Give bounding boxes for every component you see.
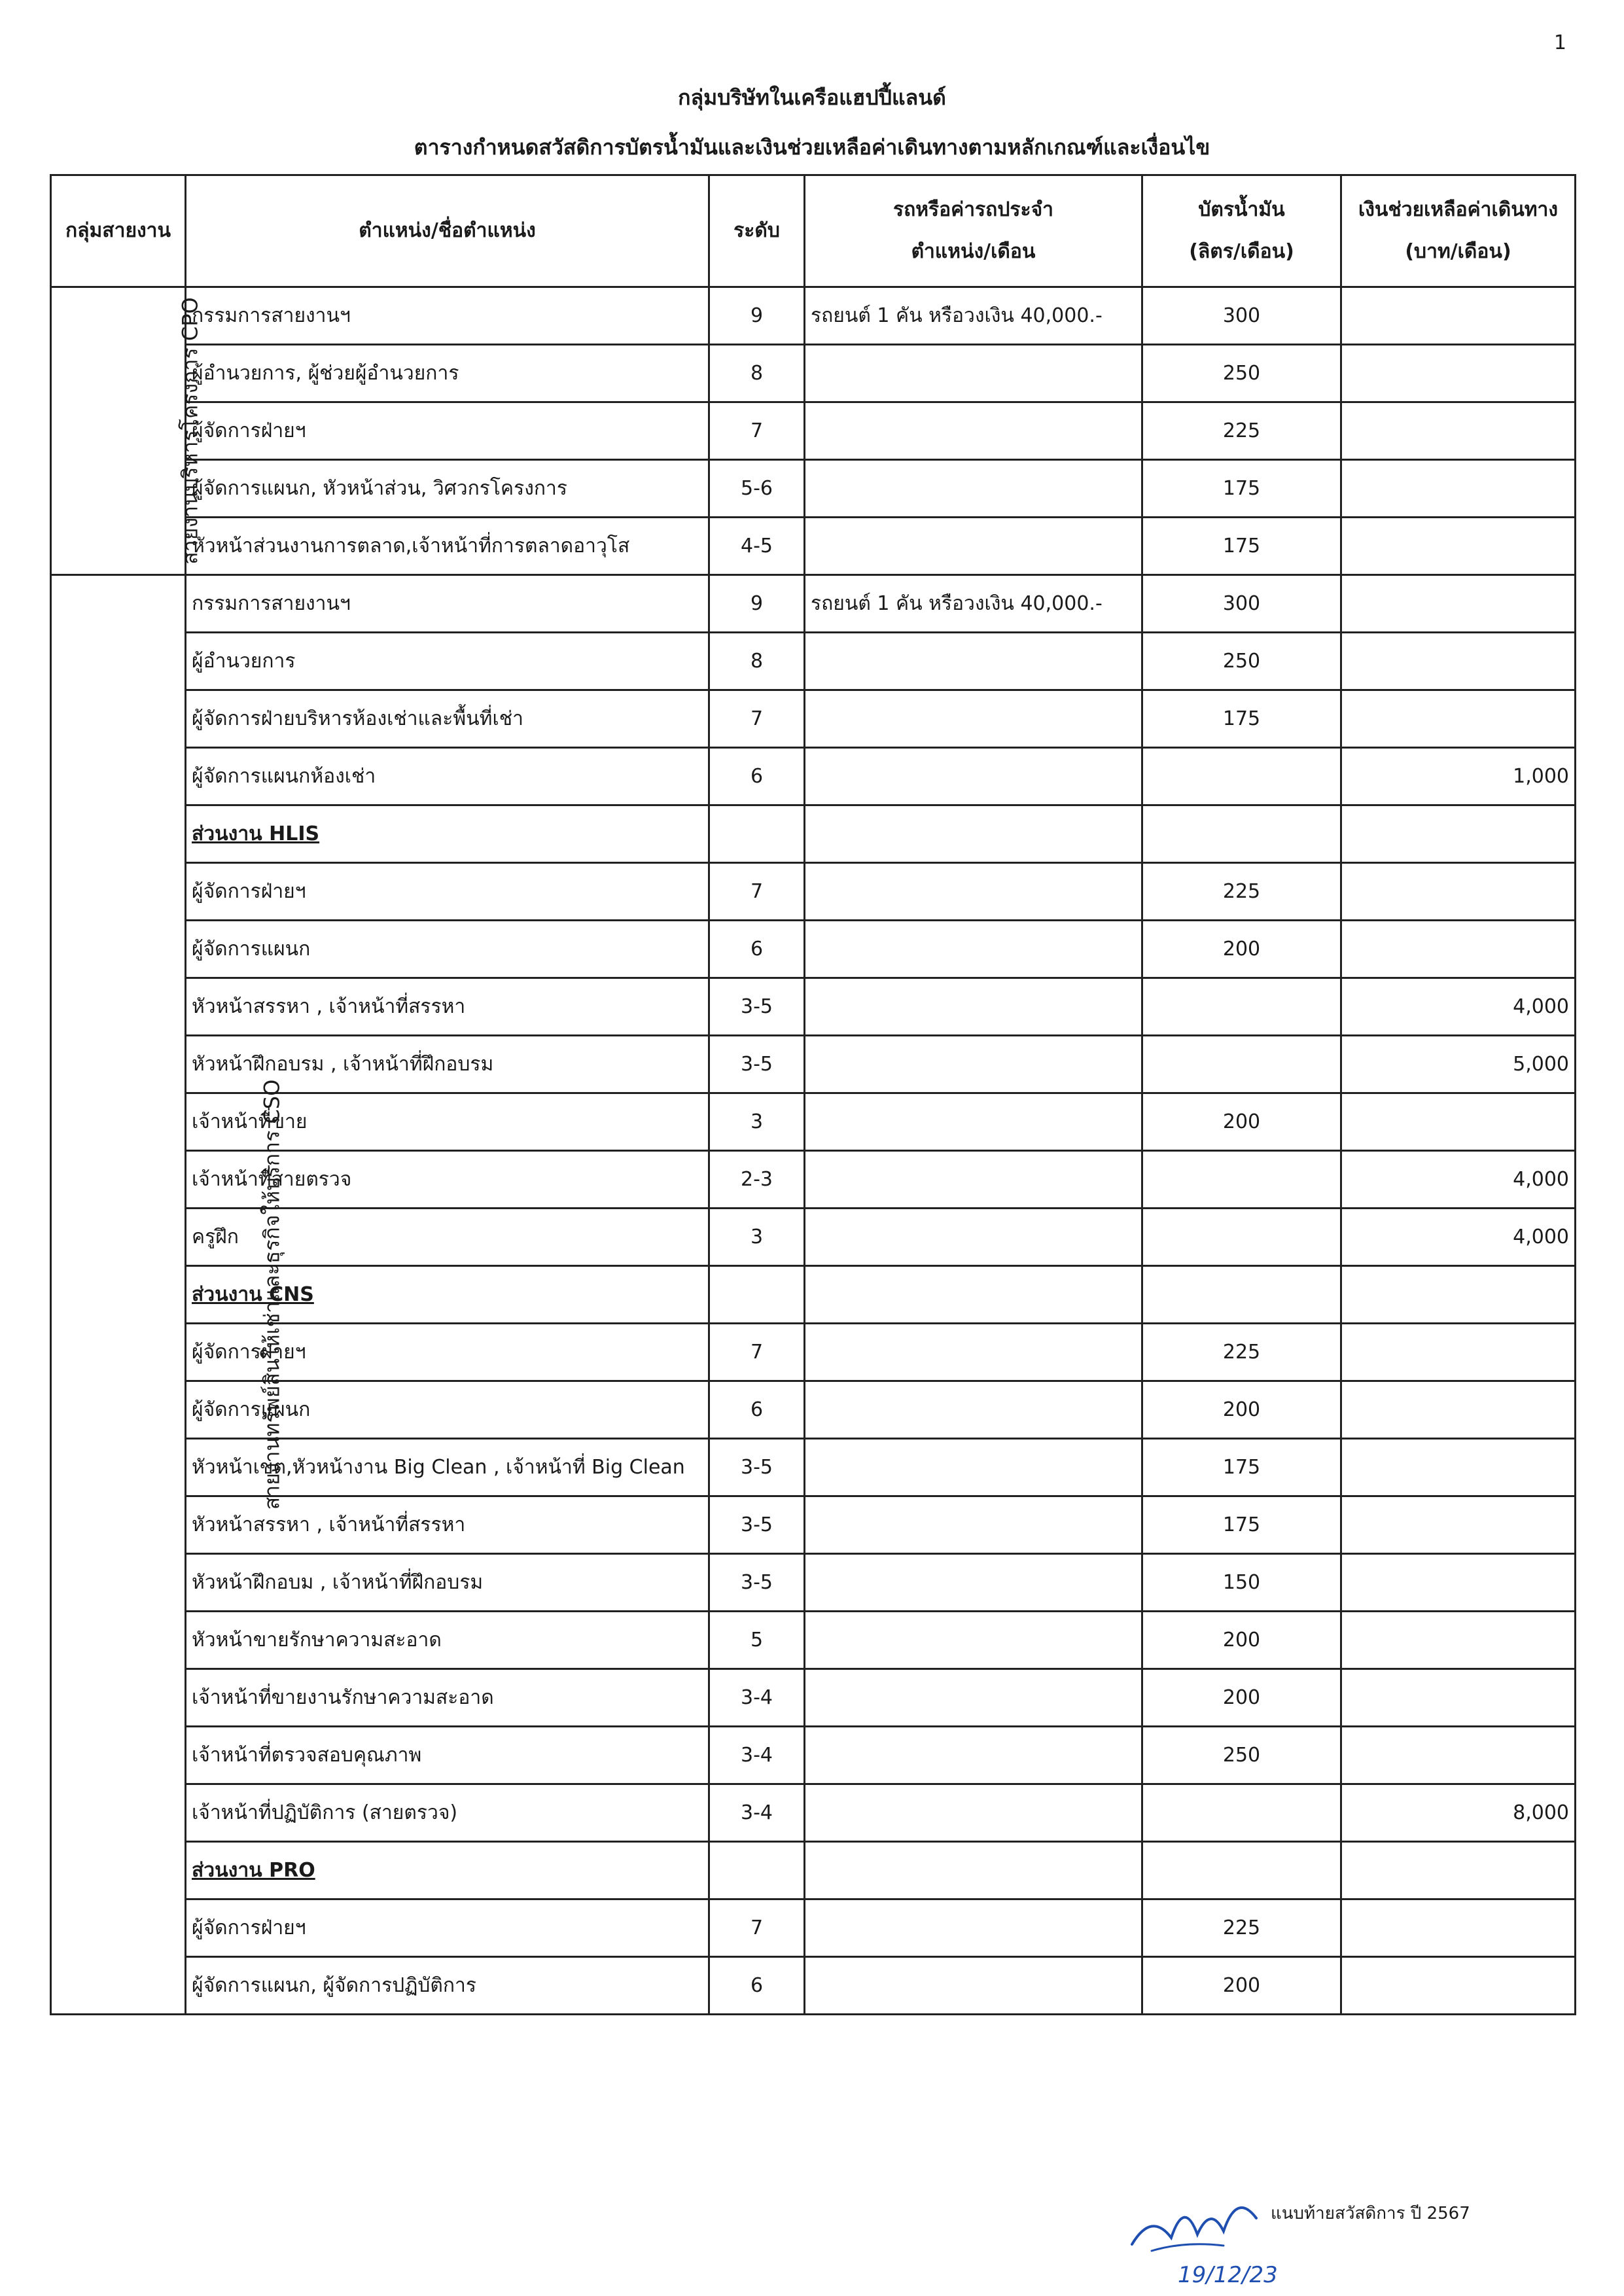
level-cell: 5: [709, 1612, 805, 1669]
table-row: [51, 1784, 1576, 1842]
header-car-line1: รถหรือค่ารถประจำ: [892, 198, 1054, 221]
position-cell: เจ้าหน้าที่ขาย: [186, 1093, 709, 1151]
table-row: [51, 1554, 1576, 1612]
level-cell: 9: [709, 575, 805, 633]
fuel-cell: 250: [1142, 345, 1341, 402]
table-row: [51, 1727, 1576, 1784]
position-cell: ผู้จัดการแผนก: [186, 921, 709, 978]
position-cell: ผู้จัดการแผนกห้องเช่า: [186, 748, 709, 805]
header-fuel-line2: (ลิตร/เดือน): [1189, 240, 1294, 263]
table-row: [51, 748, 1576, 805]
allowance-cell: [1341, 921, 1576, 978]
level-cell: 4-5: [709, 518, 805, 575]
table-row: [51, 1612, 1576, 1669]
fuel-cell: 175: [1142, 518, 1341, 575]
allowance-cell: [1341, 1899, 1576, 1957]
car-cell: [805, 633, 1142, 690]
allowance-cell: [1341, 1669, 1576, 1727]
fuel-cell: [1142, 1784, 1341, 1842]
empty-cell: [1142, 1842, 1341, 1899]
header-allowance-line1: เงินช่วยเหลือค่าเดินทาง: [1358, 198, 1559, 221]
footer-note: แนบท้ายสวัสดิการ ปี 2567: [1271, 2204, 1470, 2223]
empty-cell: [1341, 805, 1576, 863]
car-cell: [805, 1784, 1142, 1842]
car-cell: [805, 1381, 1142, 1439]
allowance-cell: [1341, 690, 1576, 748]
company-title: กลุ่มบริษัทในเครือแฮปปี้แลนด์: [678, 85, 946, 110]
allowance-cell: [1341, 1957, 1576, 2015]
level-cell: 7: [709, 863, 805, 921]
section-subheader: ส่วนงาน CNS: [192, 1283, 314, 1306]
header-car: [805, 175, 1142, 287]
allowance-cell: [1341, 1439, 1576, 1496]
fuel-cell: 175: [1142, 1439, 1341, 1496]
section-subheader: ส่วนงาน PRO: [192, 1859, 315, 1882]
table-row: [51, 690, 1576, 748]
allowance-cell: [1341, 345, 1576, 402]
level-cell: 6: [709, 921, 805, 978]
fuel-cell: 300: [1142, 575, 1341, 633]
group-name: สายงานทรัพย์สินให้เช่าและธุรกิจให้บริการ CSO: [259, 1079, 285, 1510]
level-cell: 3: [709, 1209, 805, 1266]
allowance-cell: [1341, 402, 1576, 460]
position-cell: ผู้จัดการแผนก, หัวหน้าส่วน, วิศวกรโครงการ: [186, 460, 709, 518]
empty-cell: [805, 1266, 1142, 1324]
level-cell: 3-4: [709, 1727, 805, 1784]
fuel-cell: 250: [1142, 633, 1341, 690]
allowance-cell: [1341, 1381, 1576, 1439]
level-cell: 8: [709, 345, 805, 402]
fuel-cell: 200: [1142, 921, 1341, 978]
level-cell: 3-5: [709, 978, 805, 1036]
allowance-cell: [1341, 633, 1576, 690]
table-row: [51, 287, 1576, 345]
car-cell: [805, 921, 1142, 978]
car-cell: [805, 1612, 1142, 1669]
car-cell: รถยนต์ 1 คัน หรือวงเงิน 40,000.-: [805, 575, 1142, 633]
subheader-cell: [186, 1842, 709, 1899]
table-row: [51, 978, 1576, 1036]
car-cell: รถยนต์ 1 คัน หรือวงเงิน 40,000.-: [805, 287, 1142, 345]
fuel-cell: 200: [1142, 1093, 1341, 1151]
table-row: [51, 402, 1576, 460]
allowance-cell: [1341, 1324, 1576, 1381]
allowance-cell: 1,000: [1341, 748, 1576, 805]
fuel-cell: 150: [1142, 1554, 1341, 1612]
empty-cell: [709, 805, 805, 863]
car-cell: [805, 1669, 1142, 1727]
fuel-cell: [1142, 1209, 1341, 1266]
position-cell: ผู้จัดการฝ่ายบริหารห้องเช่าและพื้นที่เช่า: [186, 690, 709, 748]
empty-cell: [805, 1842, 1142, 1899]
empty-cell: [709, 1842, 805, 1899]
allowance-cell: [1341, 1093, 1576, 1151]
level-cell: 3: [709, 1093, 805, 1151]
fuel-cell: [1142, 1036, 1341, 1093]
header-fuel-line1: บัตรน้ำมัน: [1198, 198, 1285, 221]
allowance-cell: [1341, 1496, 1576, 1554]
car-cell: [805, 1899, 1142, 1957]
car-cell: [805, 1093, 1142, 1151]
car-cell: [805, 1209, 1142, 1266]
signature-date: 19/12/23: [1178, 2262, 1278, 2288]
car-cell: [805, 1727, 1142, 1784]
level-cell: 7: [709, 1899, 805, 1957]
car-cell: [805, 978, 1142, 1036]
level-cell: 2-3: [709, 1151, 805, 1209]
level-cell: 3-4: [709, 1784, 805, 1842]
allowance-cell: 4,000: [1341, 978, 1576, 1036]
empty-cell: [1341, 1266, 1576, 1324]
position-cell: ผู้จัดการฝ่ายฯ: [186, 1324, 709, 1381]
level-cell: 7: [709, 1324, 805, 1381]
car-cell: [805, 345, 1142, 402]
position-cell: หัวหน้าขายรักษาความสะอาด: [186, 1612, 709, 1669]
fuel-cell: 200: [1142, 1381, 1341, 1439]
fuel-cell: 300: [1142, 287, 1341, 345]
fuel-cell: 175: [1142, 460, 1341, 518]
fuel-cell: 175: [1142, 1496, 1341, 1554]
level-cell: 5-6: [709, 460, 805, 518]
allowance-cell: [1341, 863, 1576, 921]
table-row: [51, 1899, 1576, 1957]
car-cell: [805, 518, 1142, 575]
table-row: [51, 575, 1576, 633]
car-cell: [805, 863, 1142, 921]
allowance-cell: [1341, 1554, 1576, 1612]
car-cell: [805, 1324, 1142, 1381]
level-cell: 3-5: [709, 1036, 805, 1093]
position-cell: ผู้อำนวยการ: [186, 633, 709, 690]
table-row: [51, 345, 1576, 402]
level-cell: 3-5: [709, 1439, 805, 1496]
empty-cell: [805, 805, 1142, 863]
allowance-cell: [1341, 1727, 1576, 1784]
allowance-cell: [1341, 460, 1576, 518]
group-name: สายงานบริหารโครงการ CPO: [177, 297, 203, 565]
fuel-cell: [1142, 978, 1341, 1036]
position-cell: เจ้าหน้าที่สายตรวจ: [186, 1151, 709, 1209]
allowance-cell: [1341, 1612, 1576, 1669]
car-cell: [805, 1554, 1142, 1612]
subheader-cell: [186, 805, 709, 863]
header-fuel: [1142, 175, 1341, 287]
table-body: [51, 287, 1576, 2015]
level-cell: 8: [709, 633, 805, 690]
header-level: ระดับ: [709, 175, 805, 287]
welfare-table: [50, 174, 1576, 2015]
level-cell: 7: [709, 690, 805, 748]
level-cell: 9: [709, 287, 805, 345]
car-cell: [805, 1496, 1142, 1554]
empty-cell: [1142, 805, 1341, 863]
group-cell: [51, 287, 203, 575]
table-row: [51, 863, 1576, 921]
fuel-cell: 225: [1142, 863, 1341, 921]
table-title: ตารางกำหนดสวัสดิการบัตรน้ำมันและเงินช่วยเหลือค่าเดินทางตามหลักเกณฑ์และเงื่อนไข: [414, 135, 1210, 160]
table-row: [51, 633, 1576, 690]
allowance-cell: 8,000: [1341, 1784, 1576, 1842]
fuel-cell: 200: [1142, 1957, 1341, 2015]
header-allowance: [1341, 175, 1576, 287]
fuel-cell: 225: [1142, 402, 1341, 460]
allowance-cell: [1341, 518, 1576, 575]
position-cell: หัวหน้าสรรหา , เจ้าหน้าที่สรรหา: [186, 978, 709, 1036]
empty-cell: [709, 1266, 805, 1324]
handwritten-signature: [1125, 2172, 1296, 2290]
position-cell: กรรมการสายงานฯ: [186, 575, 709, 633]
fuel-cell: 225: [1142, 1899, 1341, 1957]
position-cell: ผู้จัดการแผนก: [186, 1381, 709, 1439]
level-cell: 3-4: [709, 1669, 805, 1727]
allowance-cell: [1341, 287, 1576, 345]
car-cell: [805, 460, 1142, 518]
level-cell: 7: [709, 402, 805, 460]
fuel-cell: 250: [1142, 1727, 1341, 1784]
position-cell: ผู้อำนวยการ, ผู้ช่วยผู้อำนวยการ: [186, 345, 709, 402]
position-cell: ผู้จัดการฝ่ายฯ: [186, 1899, 709, 1957]
header-car-line2: ตำแหน่ง/เดือน: [911, 240, 1036, 263]
table-row: [51, 1957, 1576, 2015]
level-cell: 3-5: [709, 1496, 805, 1554]
position-cell: เจ้าหน้าที่ปฏิบัติการ (สายตรวจ): [186, 1784, 709, 1842]
level-cell: 6: [709, 748, 805, 805]
level-cell: 6: [709, 1381, 805, 1439]
table-row: [51, 1669, 1576, 1727]
position-cell: เจ้าหน้าที่ตรวจสอบคุณภาพ: [186, 1727, 709, 1784]
fuel-cell: 175: [1142, 690, 1341, 748]
position-cell: ผู้จัดการฝ่ายฯ: [186, 402, 709, 460]
table-row: [51, 518, 1576, 575]
allowance-cell: 4,000: [1341, 1209, 1576, 1266]
fuel-cell: 200: [1142, 1669, 1341, 1727]
page-number: 1: [1553, 31, 1566, 54]
section-subheader: ส่วนงาน HLIS: [192, 822, 320, 845]
allowance-cell: 5,000: [1341, 1036, 1576, 1093]
section-subheader-row: [51, 1842, 1576, 1899]
car-cell: [805, 1036, 1142, 1093]
position-cell: หัวหน้าฝึกอบรม , เจ้าหน้าที่ฝึกอบรม: [186, 1036, 709, 1093]
position-cell: หัวหน้าเขต,หัวหน้างาน Big Clean , เจ้าหน้าที่ Big Clean: [186, 1439, 709, 1496]
position-cell: ผู้จัดการแผนก, ผู้จัดการปฏิบัติการ: [186, 1957, 709, 2015]
fuel-cell: 225: [1142, 1324, 1341, 1381]
fuel-cell: [1142, 748, 1341, 805]
car-cell: [805, 690, 1142, 748]
position-cell: เจ้าหน้าที่ขายงานรักษาความสะอาด: [186, 1669, 709, 1727]
table-header-row: [51, 175, 1576, 287]
empty-cell: [1142, 1266, 1341, 1324]
header-allowance-line2: (บาท/เดือน): [1405, 240, 1511, 263]
position-cell: หัวหน้าสรรหา , เจ้าหน้าที่สรรหา: [186, 1496, 709, 1554]
level-cell: 6: [709, 1957, 805, 2015]
position-cell: หัวหน้าฝึกอบม , เจ้าหน้าที่ฝึกอบรม: [186, 1554, 709, 1612]
position-cell: กรรมการสายงานฯ: [186, 287, 709, 345]
allowance-cell: [1341, 575, 1576, 633]
header-group: กลุ่มสายงาน: [51, 175, 186, 287]
position-cell: ครูฝึก: [186, 1209, 709, 1266]
allowance-cell: 4,000: [1341, 1151, 1576, 1209]
car-cell: [805, 1439, 1142, 1496]
section-subheader-row: [51, 805, 1576, 863]
table-row: [51, 921, 1576, 978]
car-cell: [805, 748, 1142, 805]
fuel-cell: 200: [1142, 1612, 1341, 1669]
level-cell: 3-5: [709, 1554, 805, 1612]
car-cell: [805, 402, 1142, 460]
fuel-cell: [1142, 1151, 1341, 1209]
car-cell: [805, 1957, 1142, 2015]
position-cell: หัวหน้าส่วนงานการตลาด,เจ้าหน้าที่การตลาดอาวุโส: [186, 518, 709, 575]
position-cell: ผู้จัดการฝ่ายฯ: [186, 863, 709, 921]
empty-cell: [1341, 1842, 1576, 1899]
header-position: ตำแหน่ง/ชื่อตำแหน่ง: [186, 175, 709, 287]
table-row: [51, 460, 1576, 518]
car-cell: [805, 1151, 1142, 1209]
